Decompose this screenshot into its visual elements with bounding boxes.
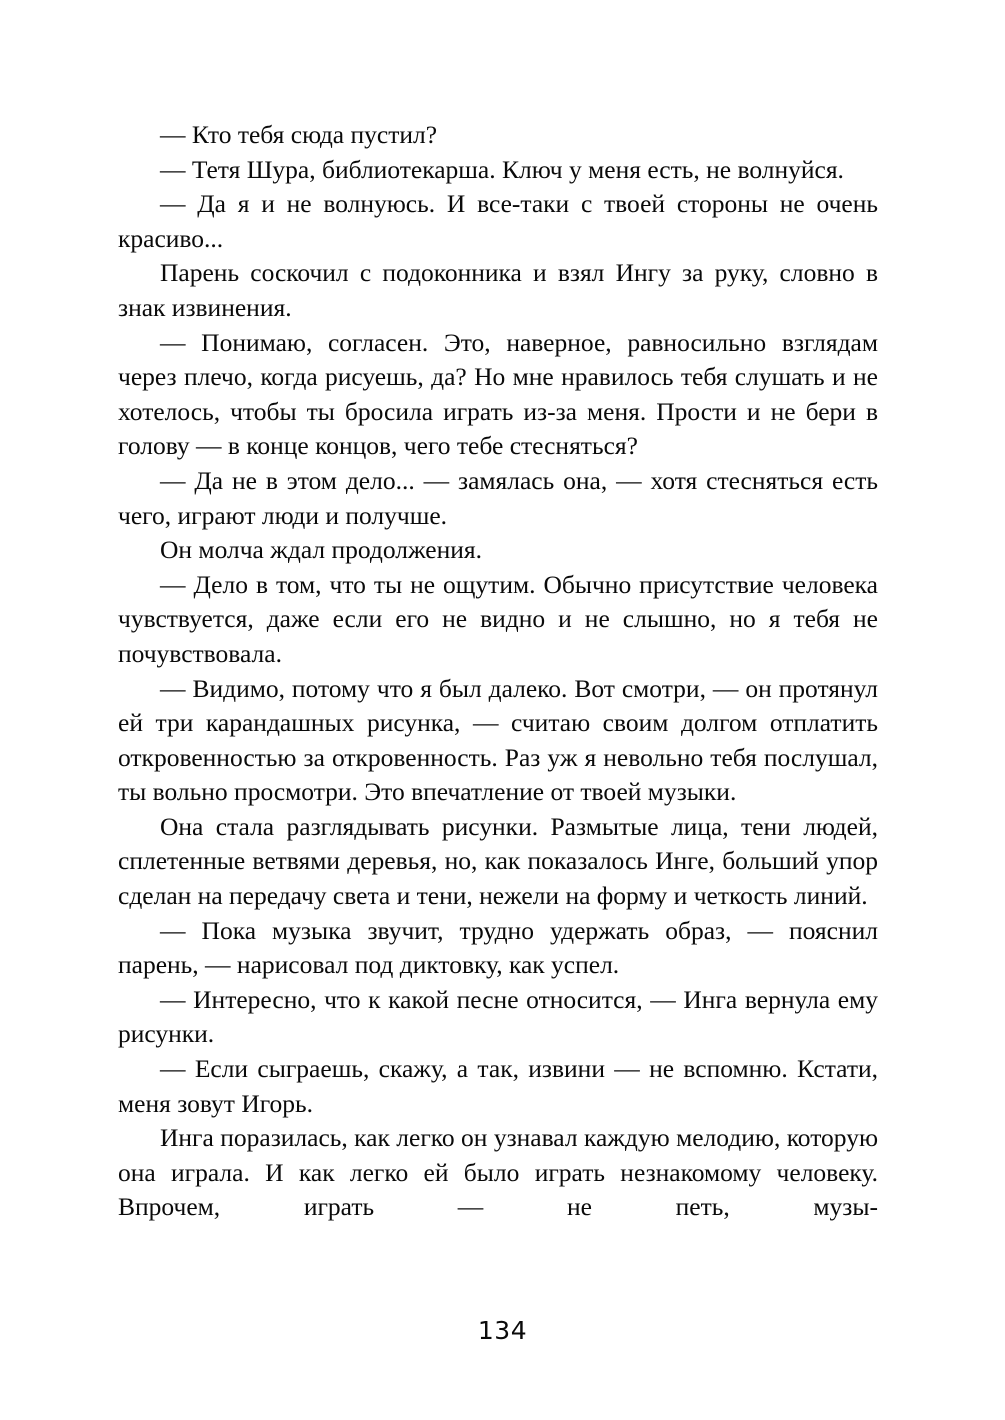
paragraph: Она стала разглядывать рисунки. Размытые лица, тени людей, сплетенные ветвями деревья, но, как показалось Инге, больший упор сделан на передачу света и тени, нежели на форму и четкость линий. bbox=[118, 811, 878, 911]
paragraph: — Да не в этом дело... — замялась она, — хотя стесняться есть чего, играют люди и получше. bbox=[118, 465, 878, 530]
page-text-block bbox=[118, 118, 878, 1225]
paragraph: Он молча ждал продолжения. bbox=[160, 535, 482, 565]
paragraph: — Видимо, потому что я был далеко. Вот смотри, — он протянул ей три карандашных рисунка, — считаю своим долгом отплатить откровенностью за откровенность. Раз уж я невольно тебя послушал, ты вольно просмотри. Это впечатление от твоей музыки. bbox=[118, 673, 878, 807]
page-number: 134 bbox=[477, 1316, 528, 1345]
paragraph: — Кто тебя сюда пустил? bbox=[160, 120, 438, 149]
paragraph: — Дело в том, что ты не ощутим. Обычно присутствие человека чувствуется, даже если его не видно и не слышно, но я тебя не почувствовала. bbox=[118, 569, 878, 668]
paragraph: Парень соскочил с подоконника и взял Ингу за руку, словно в знак извинения. bbox=[118, 258, 878, 322]
paragraph: — Если сыграешь, скажу, а так, извини — не вспомню. Кстати, меня зовут Игорь. bbox=[118, 1054, 878, 1118]
paragraph: Инга поразилась, как легко он узнавал каждую мелодию, которую она играла. И как легко ей было играть незнакомому человеку. Впрочем, играть — не петь, музы- bbox=[118, 1123, 878, 1222]
paragraph: — Да я и не волнуюсь. И все-таки с твоей стороны не очень красиво... bbox=[118, 189, 878, 253]
paragraph: — Тетя Шура, библиотекарша. Ключ у меня есть, не волнуйся. bbox=[160, 154, 844, 184]
paragraph: — Пока музыка звучит, трудно удержать образ, — пояснил парень, — нарисовал под диктовку, как успел. bbox=[118, 915, 878, 980]
paragraph: — Интересно, что к какой песне относится, — Инга вернула ему рисунки. bbox=[118, 984, 878, 1049]
paragraph: — Понимаю, согласен. Это, наверное, равносильно взглядам через плечо, когда рисуешь, да? Но мне нравилось тебя слушать и не хотелось, чтобы ты бросила играть из-за меня. Прости и не бери в голову — в конце концов, чего тебе стесняться? bbox=[118, 327, 878, 461]
